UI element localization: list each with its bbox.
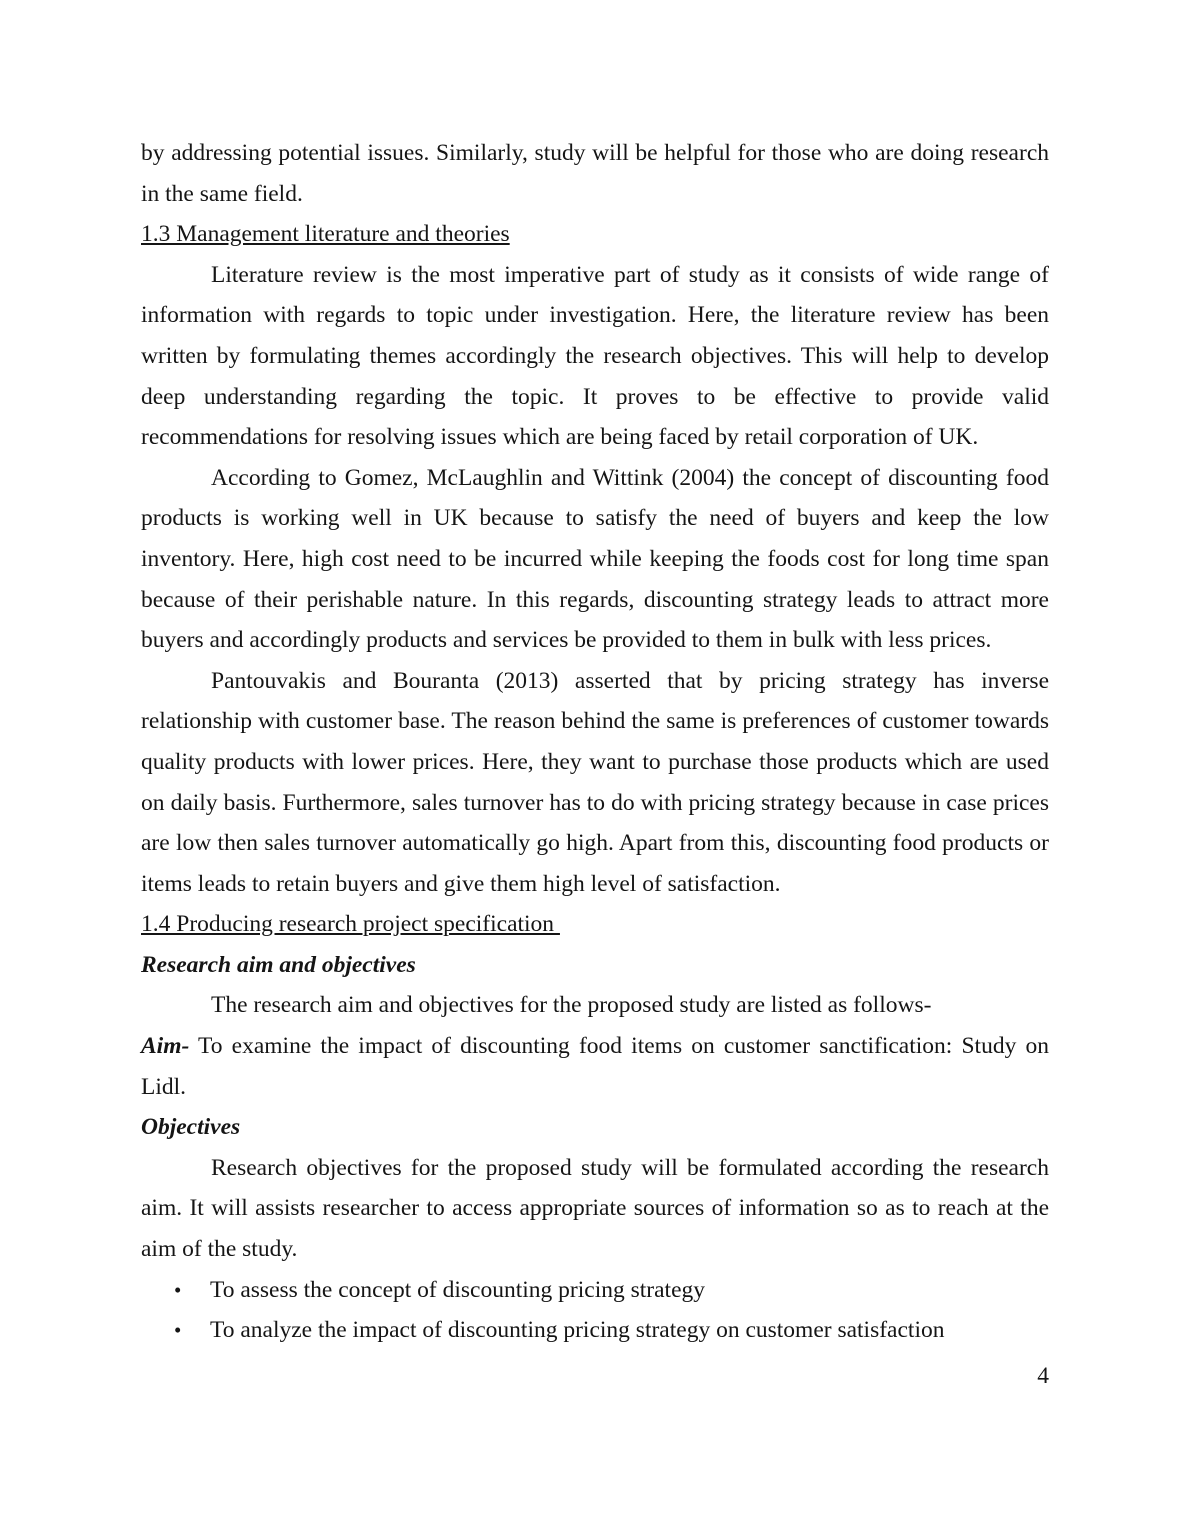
paragraph-literature-review: Literature review is the most imperative part of study as it consists of wide range of information with regards to topic under investigation. Here, the literature review has been written by formulating themes accordingly the research objectives. This will help to develop deep understanding regarding the topic. It proves to be effective to provide valid recommendations for resolving issues which are being faced by retail corporation of UK. <box>141 261 1049 451</box>
bullet-text-analyze-impact: To analyze the impact of discounting pricing strategy on customer satisfaction <box>210 1317 945 1344</box>
bullet-icon: • <box>174 1318 182 1343</box>
bullet-icon: • <box>174 1277 182 1302</box>
list-item <box>141 1310 1049 1351</box>
heading-1-4-research-project-specification: 1.4 Producing research project specification <box>141 911 560 938</box>
subheading-research-aim-and-objectives: Research aim and objectives <box>141 951 416 978</box>
list-item <box>141 1270 1049 1311</box>
paragraph-aim-statement <box>141 1026 1049 1107</box>
paragraph-research-objectives: Research objectives for the proposed study will be formulated according the research aim. It will assists researcher to access appropriate sources of information so as to reach at the aim of the study. <box>141 1154 1049 1263</box>
paragraph-pantouvakis-pricing: Pantouvakis and Bouranta (2013) asserted that by pricing strategy has inverse relationship with customer base. The reason behind the same is preferences of customer towards quality products with lower prices. Here, they want to purchase those products which are used on daily basis. Furthermore, sales turnover has to do with pricing strategy because in case prices are low then sales turnover automatically go high. Apart from this, discounting food products or items leads to retain buyers and give them high level of satisfaction. <box>141 667 1049 897</box>
paragraph-aim-lead: The research aim and objectives for the proposed study are listed as follows- <box>211 992 932 1019</box>
paragraph-gomez-discounting: According to Gomez, McLaughlin and Wittink (2004) the concept of discounting food products is working well in UK because to satisfy the need of buyers and keep the low inventory. Here, high cost need to be incurred while keeping the foods cost for long time span because of their perishable nature. In this regards, discounting strategy leads to attract more buyers and accordingly products and services be provided to them in bulk with less prices. <box>141 464 1049 654</box>
aim-label: Aim- <box>141 1033 190 1060</box>
aim-statement-text: To examine the impact of discounting food items on customer sanctification: Study on Lidl. <box>141 1033 1049 1100</box>
page-number: 4 <box>1037 1363 1049 1389</box>
document-body <box>141 133 1049 1351</box>
subheading-objectives: Objectives <box>141 1114 241 1141</box>
paragraph-intro-continuation: by addressing potential issues. Similarly, study will be helpful for those who are doing research in the same field. <box>141 140 1049 207</box>
heading-1-3-management-literature: 1.3 Management literature and theories <box>141 221 510 248</box>
bullet-text-assess-concept: To assess the concept of discounting pricing strategy <box>210 1276 706 1303</box>
